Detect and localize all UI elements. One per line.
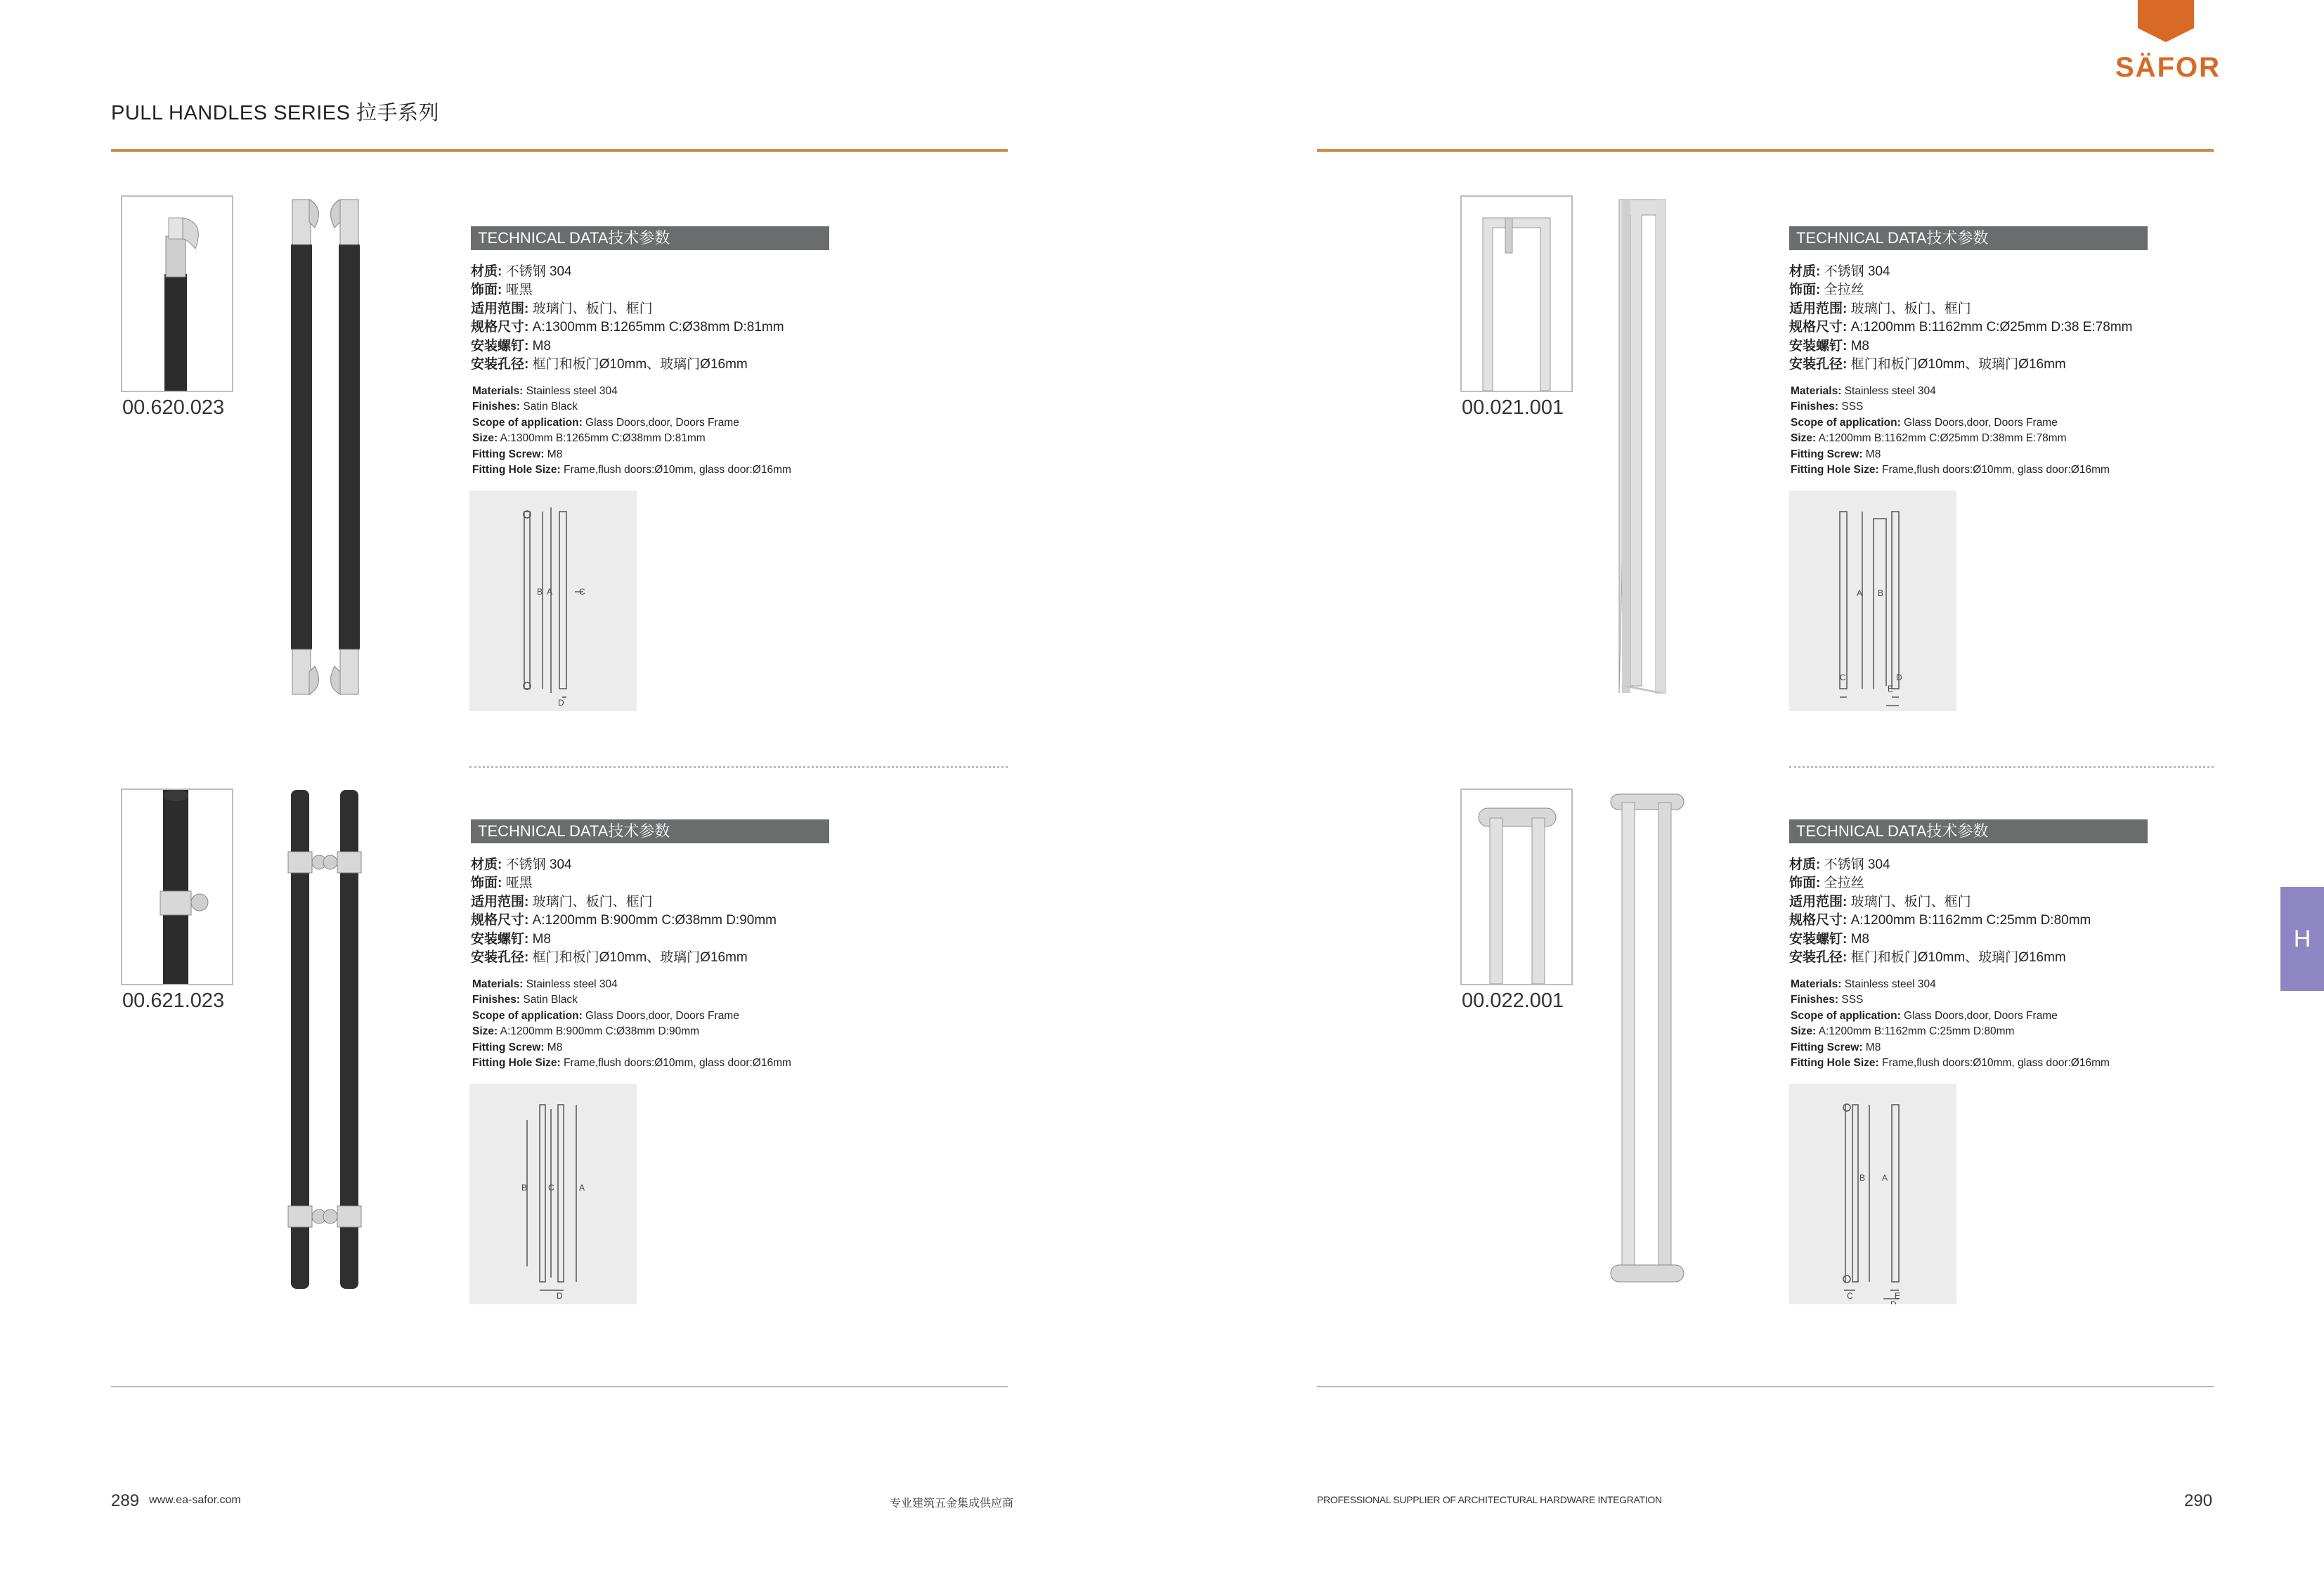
technical-data-header: TECHNICAL DATA技术参数 (1789, 819, 2148, 843)
cn-spec-block: 材质: 不锈钢 304 饰面: 哑黑 适用范围: 玻璃门、板门、框门 规格尺寸: A:1300mm B:1265mm C:Ø38mm D:81mm 安装螺钉: M8 安装孔径: 框门和板门Ø10mm、玻璃门Ø16mm (471, 264, 784, 372)
product-image-matte-black-round-pull (281, 194, 365, 700)
cn-spec-block: 材质: 不锈钢 304 饰面: 哑黑 适用范围: 玻璃门、板门、框门 规格尺寸: A:1200mm B:900mm C:Ø38mm D:90mm 安装螺钉: M8 安装孔径: 框门和板门Ø10mm、玻璃门Ø16mm (471, 857, 777, 966)
website-link[interactable]: www.ea-safor.com (149, 1494, 241, 1506)
en-tagline: PROFESSIONAL SUPPLIER OF ARCHITECTURAL HARDWARE INTEGRATION (1317, 1494, 1662, 1505)
svg-text:D: D (557, 1291, 563, 1301)
en-spec-block: Materials: Stainless steel 304 Finishes: SSS Scope of application: Glass Doors,door, Doors Frame Size: A:1200mm B:1162mm C:25mm D:80mm Fitting Screw: M8 Fitting Hole Size: Frame,flush doors:Ø10mm, glass door:Ø16mm (1791, 978, 2110, 1070)
section-tab-h[interactable]: H (2280, 887, 2324, 991)
handle-closeup-image (122, 790, 232, 984)
page-title: PULL HANDLES SERIES 拉手系列 (111, 102, 439, 124)
brand-badge-icon (2138, 0, 2194, 42)
cn-tagline: 专业建筑五金集成供应商 (890, 1498, 1014, 1510)
handle-closeup-image (1462, 790, 1571, 984)
technical-data-header: TECHNICAL DATA技术参数 (471, 226, 829, 250)
product-image-square-offset-pull (1605, 787, 1689, 1293)
brand-logo: SÄFOR (2115, 52, 2221, 83)
svg-text:E: E (1888, 684, 1894, 694)
technical-data-header: TECHNICAL DATA技术参数 (471, 819, 829, 843)
svg-text:B: B (537, 587, 543, 597)
section-divider (1789, 766, 2214, 768)
svg-text:A: A (1882, 1173, 1888, 1183)
svg-text:B: B (521, 1183, 528, 1193)
svg-text:D: D (1890, 1299, 1897, 1304)
en-spec-block: Materials: Stainless steel 304 Finishes: SSS Scope of application: Glass Doors,door, Doors Frame Size: A:1200mm B:1162mm C:Ø25mm D:38mm E:78mm Fitting Screw: M8 Fitting Hole Size: Frame,flush doors:Ø10mm, glass door:Ø16mm (1791, 385, 2110, 476)
cn-spec-block: 材质: 不锈钢 304 饰面: 全拉丝 适用范围: 玻璃门、板门、框门 规格尺寸: A:1200mm B:1162mm C:Ø25mm D:38 E:78mm 安装螺钉: M8 安装孔径: 框门和板门Ø10mm、玻璃门Ø16mm (1789, 264, 2133, 372)
footer-rule-right (1317, 1386, 2214, 1387)
product-code: 00.021.001 (1462, 396, 1564, 419)
svg-text:C: C (1847, 1291, 1853, 1301)
product-thumbnail (121, 195, 233, 392)
svg-text:A: A (547, 587, 553, 597)
svg-text:A: A (1857, 588, 1863, 598)
svg-text:C: C (548, 1183, 554, 1193)
product-code: 00.621.023 (122, 989, 225, 1012)
technical-drawing (1789, 491, 1956, 711)
en-spec-block: Materials: Stainless steel 304 Finishes: Satin Black Scope of application: Glass Doors,door, Doors Frame Size: A:1200mm B:900mm C:Ø38mm D:90mm Fitting Screw: M8 Fitting Hole Size: Frame,flush doors:Ø10mm, glass door:Ø16mm (472, 978, 791, 1070)
svg-text:E: E (1895, 1291, 1901, 1301)
page-number-left: 289 (111, 1491, 140, 1510)
product-image-square-ladder-pull (1616, 194, 1673, 700)
svg-text:A: A (579, 1183, 585, 1193)
product-thumbnail (121, 788, 233, 985)
product-code: 00.620.023 (122, 396, 225, 419)
section-divider (469, 766, 1008, 768)
handle-closeup-image (122, 197, 232, 391)
technical-drawing (469, 491, 637, 711)
cn-spec-block: 材质: 不锈钢 304 饰面: 全拉丝 适用范围: 玻璃门、板门、框门 规格尺寸: A:1200mm B:1162mm C:25mm D:80mm 安装螺钉: M8 安装孔径: 框门和板门Ø10mm、玻璃门Ø16mm (1789, 857, 2091, 966)
product-image-matte-black-offset-pull (281, 787, 365, 1293)
technical-drawing (1789, 1084, 1956, 1304)
svg-text:B: B (1859, 1173, 1866, 1183)
svg-text:D: D (1896, 673, 1902, 682)
svg-text:C: C (579, 587, 585, 597)
technical-drawing (469, 1084, 637, 1304)
en-spec-block: Materials: Stainless steel 304 Finishes: Satin Black Scope of application: Glass Doors,door, Doors Frame Size: A:1300mm B:1265mm C:Ø38mm D:81mm Fitting Screw: M8 Fitting Hole Size: Frame,flush doors:Ø10mm, glass door:Ø16mm (472, 385, 791, 476)
svg-text:C: C (1840, 673, 1846, 682)
technical-data-header: TECHNICAL DATA技术参数 (1789, 226, 2148, 250)
handle-closeup-image (1462, 197, 1571, 391)
svg-text:B: B (1878, 588, 1884, 598)
svg-text:D: D (558, 698, 564, 708)
product-thumbnail (1460, 195, 1573, 392)
page-number-right: 290 (2184, 1491, 2213, 1510)
header-rule-left (111, 149, 1008, 152)
footer-rule-left (111, 1386, 1008, 1387)
product-thumbnail (1460, 788, 1573, 985)
header-rule-right (1317, 149, 2214, 152)
product-code: 00.022.001 (1462, 989, 1564, 1012)
